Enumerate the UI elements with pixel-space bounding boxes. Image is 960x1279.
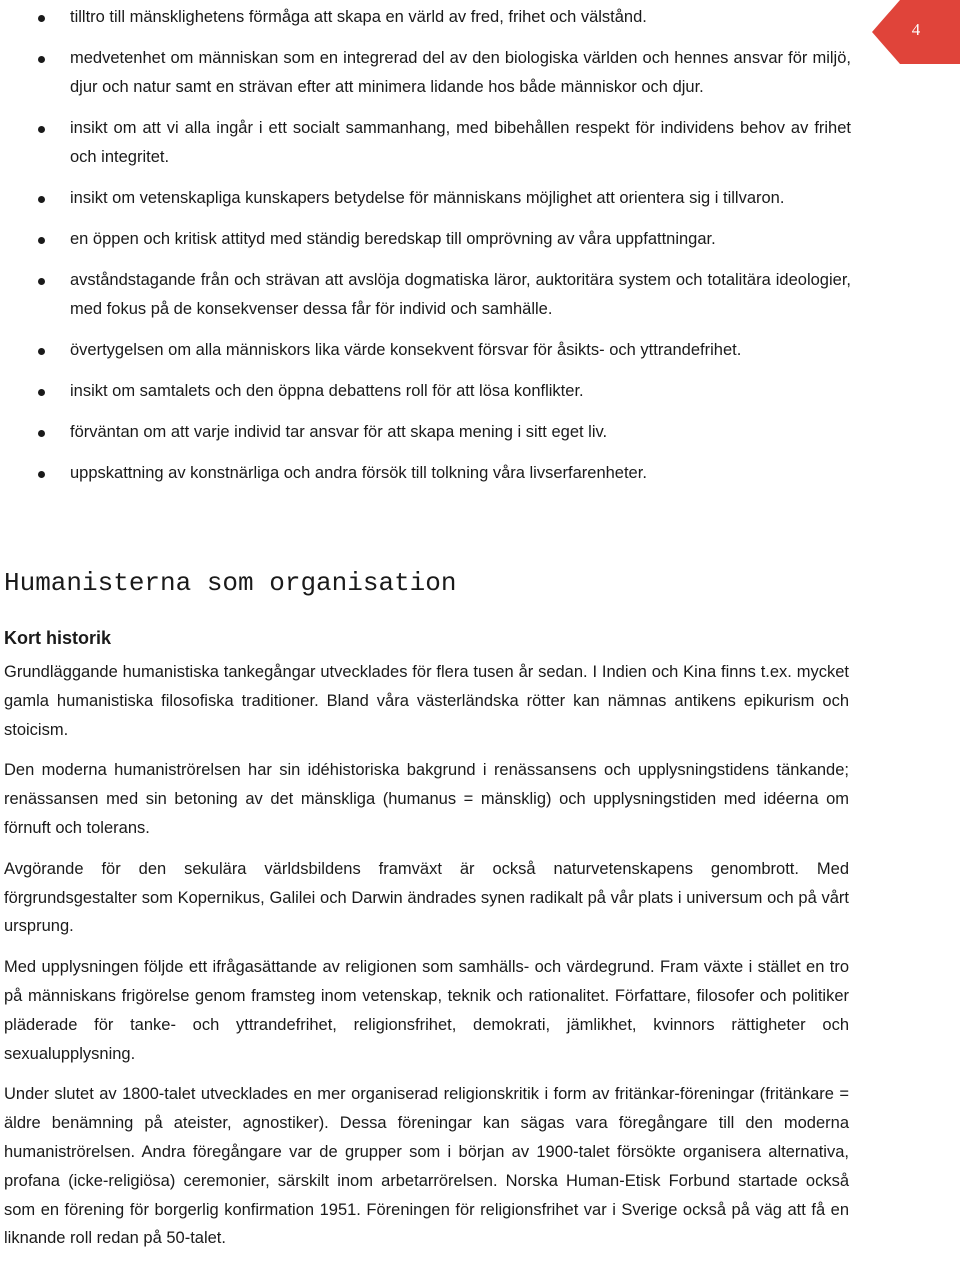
section-heading: Humanisterna som organisation (4, 568, 457, 598)
list-item: en öppen och kritisk attityd med ständig beredskap till omprövning av våra uppfattningar. (36, 225, 851, 254)
paragraph: Avgörande för den sekulära världsbildens framväxt är också naturvetenskapens genombrott. Med förgrundsgestalter som Kopernikus, Galilei och Darwin ändrades synen radikalt på vår plats i universum och på vårt ursprung. (4, 859, 849, 936)
page-number-badge (872, 0, 960, 64)
list-item: insikt om att vi alla ingår i ett socialt sammanhang, med bibehållen respekt för individens behov av frihet och integritet. (36, 114, 851, 172)
list-item: medvetenhet om människan som en integrerad del av den biologiska världen och hennes ansvar för miljö, djur och natur samt en strävan efter att minimera lidande hos både människor och djur. (36, 44, 851, 102)
paragraph: Med upplysningen följde ett ifrågasättande av religionen som samhälls- och värdegrund. Fram växte i stället en tro på människans frigörelse genom framsteg inom vetenskap, teknik och rationalitet. Författare, filosofer och politiker pläderade för tanke- och yttrandefrihet, religionsfrihet, demokrati, jämlikhet, kvinnors rättigheter och sexualupplysning. (4, 958, 849, 1063)
value-list (36, 0, 851, 500)
list-item: insikt om vetenskapliga kunskapers betydelse för människans möjlighet att orientera sig i tillvaron. (36, 184, 851, 213)
list-item: övertygelsen om alla människors lika värde konsekvent försvar för åsikts- och yttrandefrihet. (36, 336, 851, 365)
list-item: uppskattning av konstnärliga och andra försök till tolkning våra livserfarenheter. (36, 459, 851, 488)
list-item: avståndstagande från och strävan att avslöja dogmatiska läror, auktoritära system och totalitära ideologier, med fokus på de konsekvenser dessa får för individ och samhälle. (36, 266, 851, 324)
list-item: förväntan om att varje individ tar ansvar för att skapa mening i sitt eget liv. (36, 418, 851, 447)
paragraph: Den moderna humaniströrelsen har sin idéhistoriska bakgrund i renässansens och upplysningstidens tänkande; renässansen med sin betoning av det mänskliga (humanus = mänsklig) och upplysningstiden med idéerna om förnuft och tolerans. (4, 761, 849, 837)
paragraph: Under slutet av 1800-talet utvecklades en mer organiserad religionskritik i form av fritänkar-föreningar (fritänkare = äldre benämning på ateister, agnostiker). Dessa föreningar kan sägas vara föregångare till den moderna humaniströrelsen. Andra föregångare var de grupper som i början av 1900-talet försökte organisera alternativa, profana (icke-religiösa) ceremonier, särskilt inom arbetarrörelsen. Norska Human-Etisk Forbund startade också som en förening för borgerlig konfirmation 1951. Föreningen för religionsfrihet var i Sverige också på väg att få en liknande roll redan på 50-talet. (4, 1085, 849, 1248)
history-text (4, 658, 849, 1265)
list-item: tilltro till mänsklighetens förmåga att skapa en värld av fred, frihet och välstånd. (36, 3, 851, 32)
list-item: insikt om samtalets och den öppna debattens roll för att lösa konflikter. (36, 377, 851, 406)
page-number: 4 (911, 20, 921, 39)
subsection-heading: Kort historik (4, 628, 112, 648)
paragraph: Grundläggande humanistiska tankegångar utvecklades för flera tusen år sedan. I Indien och Kina finns t.ex. mycket gamla humanistiska filosofiska traditioner. Bland våra västerländska rötter kan nämnas antikens epikurism och stoicism. (4, 663, 849, 739)
